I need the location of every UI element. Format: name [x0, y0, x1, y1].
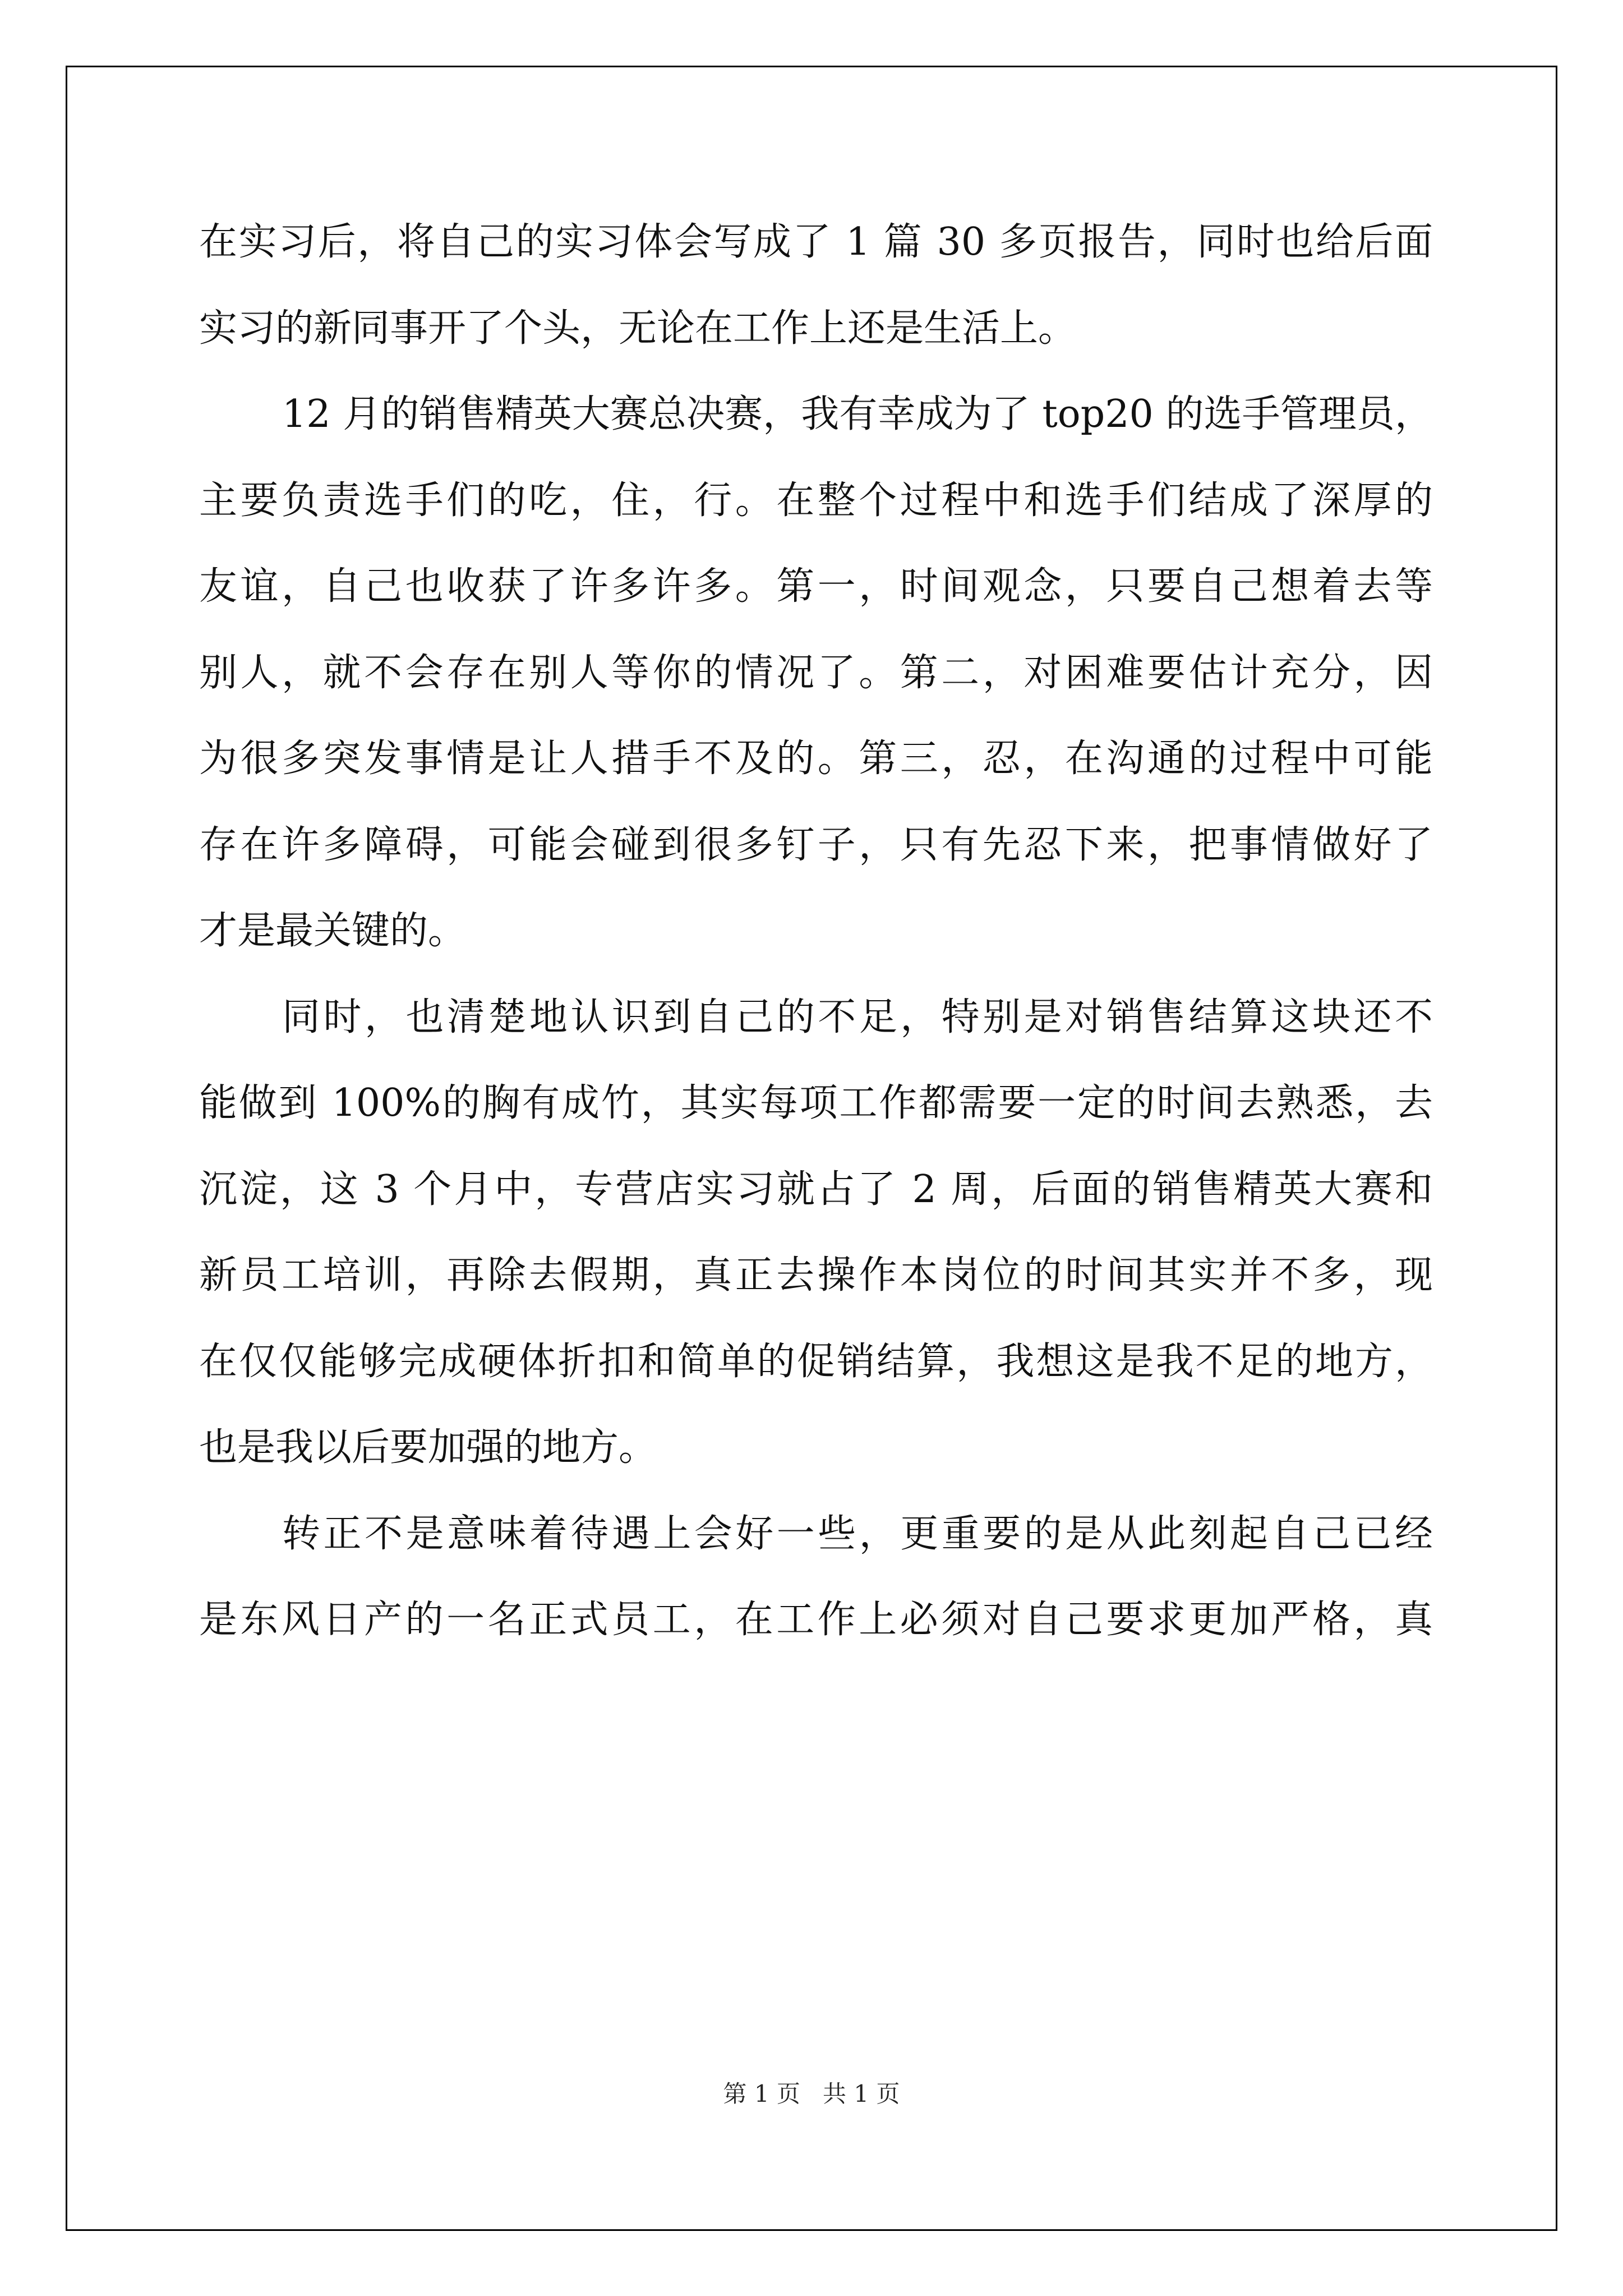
text-line: 友谊，自己也收获了许多许多。第一，时间观念，只要自己想着去等	[199, 564, 1433, 609]
text-line: 新员工培训，再除去假期，真正去操作本岗位的时间其实并不多，现	[199, 1253, 1433, 1297]
page-footer: 第 1 页 共 1 页	[723, 2080, 900, 2108]
text-line: 才是最关键的。	[199, 909, 467, 953]
text-line: 主要负责选手们的吃，住，行。在整个过程中和选手们结成了深厚的	[199, 478, 1433, 523]
text-line: 也是我以后要加强的地方。	[199, 1425, 657, 1470]
text-line: 别人，就不会存在别人等你的情况了。第二，对困难要估计充分，因	[199, 650, 1433, 695]
text-line: 同时，也清楚地认识到自己的不足，特别是对销售结算这块还不	[282, 995, 1433, 1039]
text-line: 是东风日产的一名正式员工，在工作上必须对自己要求更加严格，真	[199, 1598, 1433, 1642]
text-line: 在仅仅能够完成硬体折扣和简单的促销结算，我想这是我不足的地方，	[199, 1339, 1433, 1384]
text-line: 转正不是意味着待遇上会好一些，更重要的是从此刻起自己已经	[282, 1511, 1433, 1556]
text-line: 沉淀，这 3 个月中，专营店实习就占了 2 周，后面的销售精英大赛和	[199, 1167, 1433, 1212]
text-line: 实习的新同事开了个头，无论在工作上还是生活上。	[199, 306, 1077, 351]
text-line: 为很多突发事情是让人措手不及的。第三，忍，在沟通的过程中可能	[199, 737, 1433, 781]
text-line: 存在许多障碍，可能会碰到很多钉子，只有先忍下来，把事情做好了	[199, 822, 1433, 867]
text-line: 能做到 100%的胸有成竹，其实每项工作都需要一定的时间去熟悉，去	[199, 1081, 1433, 1125]
document-body	[199, 199, 1433, 1663]
text-line: 在实习后，将自己的实习体会写成了 1 篇 30 多页报告，同时也给后面	[199, 220, 1433, 264]
text-line: 12 月的销售精英大赛总决赛，我有幸成为了 top20 的选手管理员，	[282, 392, 1433, 436]
